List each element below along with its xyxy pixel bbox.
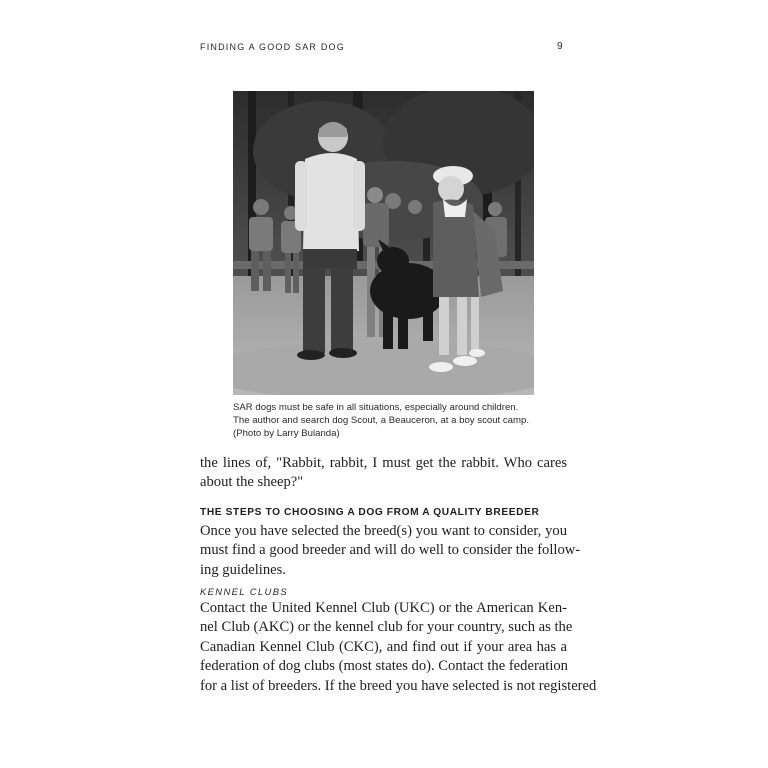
text-line: federation of dog clubs (most states do). Contact the federation — [200, 658, 568, 675]
text-line: ing guidelines. — [200, 561, 286, 578]
page-number: 9 — [557, 41, 563, 52]
photo-caption — [233, 401, 553, 441]
paragraph-continued — [200, 454, 567, 493]
paragraph-breeder — [200, 522, 581, 580]
running-head: FINDING A GOOD SAR DOG — [200, 42, 345, 52]
text-line: for a list of breeders. If the breed you have selected is not registered — [200, 677, 597, 694]
photo-dog-with-children — [233, 91, 534, 395]
subsection-heading: KENNEL CLUBS — [200, 586, 289, 597]
caption-line: SAR dogs must be safe in all situations, especially around children. — [233, 402, 519, 413]
text-line: must find a good breeder and will do well to consider the follow- — [200, 542, 581, 559]
text-line: the lines of, "Rabbit, rabbit, I must get the rabbit. Who cares — [200, 455, 567, 471]
text-line: Contact the United Kennel Club (UKC) or the American Ken- — [200, 600, 567, 616]
text-line: Canadian Kennel Club (CKC), and find out if your area has a — [200, 638, 567, 655]
caption-line: The author and search dog Scout, a Beauceron, at a boy scout camp. — [233, 415, 529, 427]
photo-illustration — [233, 91, 534, 395]
text-line: nel Club (AKC) or the kennel club for your country, such as the — [200, 619, 573, 636]
text-line: about the sheep?" — [200, 474, 304, 491]
paragraph-kennel-clubs — [200, 599, 597, 696]
section-heading: THE STEPS TO CHOOSING A DOG FROM A QUALITY BREEDER — [200, 507, 540, 518]
text-line: Once you have selected the breed(s) you want to consider, you — [200, 523, 567, 539]
caption-line: (Photo by Larry Bulanda) — [233, 428, 340, 440]
